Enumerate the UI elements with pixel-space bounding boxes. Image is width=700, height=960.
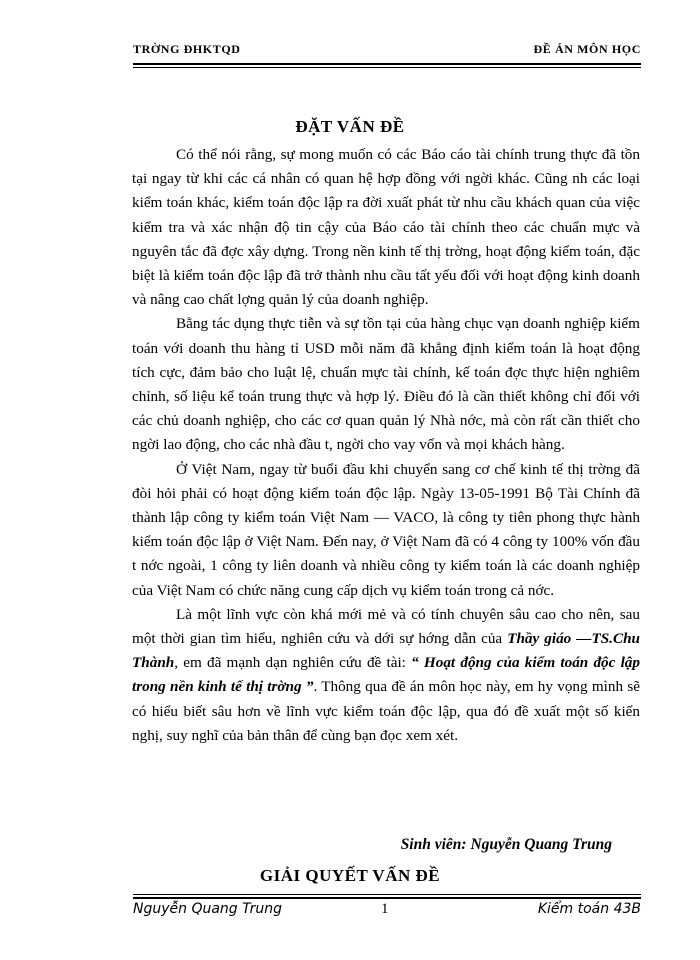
page-number: 1 <box>381 901 389 917</box>
paragraph-4 <box>132 603 640 748</box>
header-rule-thin <box>133 67 641 68</box>
section-title: GIẢI QUYẾT VẤN ĐỀ <box>259 866 441 885</box>
page-title: ĐẶT VẤN ĐỀ <box>295 117 405 136</box>
page-footer <box>133 901 641 923</box>
footer-class: Kiểm toán 43B <box>537 901 641 917</box>
document-body <box>132 143 640 748</box>
paragraph-4-intro: Là một lĩnh vực còn khá mới mẻ và có tính chuyên sâu cao cho nên, sau một thời gian tìm hiểu, nghiên cứu và dới sự hớng dẫn của <box>132 605 640 648</box>
research-topic: “ Hoạt động của kiểm toán độc lập trong nền kinh tế thị trờng ” <box>132 654 640 696</box>
paragraph-2: Bằng tác dụng thực tiễn và sự tồn tại của hàng chục vạn doanh nghiệp kiểm toán với doanh thu hàng tỉ USD mỗi năm đã khẳng định kiểm toán là hoạt động tích cực, đảm bảo cho luật lệ, chuẩn mực tài chính, kế toán đợc thực hiện nghiêm chỉnh, số liệu kế toán trung thực và hợp lý. Điều đó là cần thiết không chỉ đối với các chủ doanh nghiệp, cho các cơ quan quản lý Nhà nớc, mà còn rất cần thiết cho ngời lao động, cho các nhà đầu t, ngời cho vay vốn và mọi khách hàng. <box>132 315 640 454</box>
paragraph-4-mid: , em đã mạnh dạn nghiên cứu đề tài: <box>174 654 412 672</box>
paragraph-3: Ở Việt Nam, ngay từ buổi đầu khi chuyển sang cơ chế kinh tế thị trờng đã đòi hỏi phải có hoạt động kiểm toán độc lập. Ngày 13-05-1991 Bộ Tài Chính đã thành lập công ty kiểm toán Việt Nam — VACO, là công ty tiên phong thực hành kiểm toán độc lập ở Việt Nam. Đến nay, ở Việt Nam đã có 4 công ty 100% vốn đầu t nớc ngoài, 1 công ty liên doanh và nhiều công ty kiểm toán là các doanh nghiệp của Việt Nam có chức năng cung cấp dịch vụ kiểm toán trong cả nớc. <box>132 460 640 599</box>
footer-rule-thin <box>133 894 641 895</box>
paragraph-1: Có thể nói rằng, sự mong muốn có các Báo cáo tài chính trung thực đã tồn tại ngay từ khi các cá nhân có quan hệ hợp đồng với ngời khác. Cũng nh các loại kiểm toán khác, kiểm toán độc lập ra đời xuất phát từ nhu cầu khách quan của việc kiểm tra và xác nhận độ tin cậy của Báo cáo tài chính theo các chuẩn mực và nguyên tắc đã đợc xây dựng. Trong nền kinh tế thị trờng, hoạt động kiểm toán, đặc biệt là kiểm toán độc lập đã trở thành nhu cầu tất yếu đối với hoạt động kinh doanh và nâng cao chất lợng quản lý của doanh nghiệp. <box>132 146 640 309</box>
footer-author: Nguyễn Quang Trung <box>133 901 282 917</box>
page-header <box>133 42 641 60</box>
student-signature: Sinh viên: Nguyễn Quang Trung <box>400 836 612 853</box>
header-school: TRỜNG ĐHKTQD <box>133 42 241 56</box>
header-course: ĐỀ ÁN MÔN HỌC <box>533 42 641 56</box>
header-rule-thick <box>133 63 641 65</box>
supervisor-name: Thầy giáo —TS.Chu Thành <box>132 630 640 672</box>
paragraph-4-end: . Thông qua đề án môn học này, em hy vọng mình sẽ có hiểu biết sâu hơn về lĩnh vực kiểm toán độc lập, qua đó đề xuất một số kiến nghị, suy nghĩ của bản thân để cùng bạn đọc xem xét. <box>132 678 640 744</box>
footer-rule-thick <box>133 897 641 899</box>
